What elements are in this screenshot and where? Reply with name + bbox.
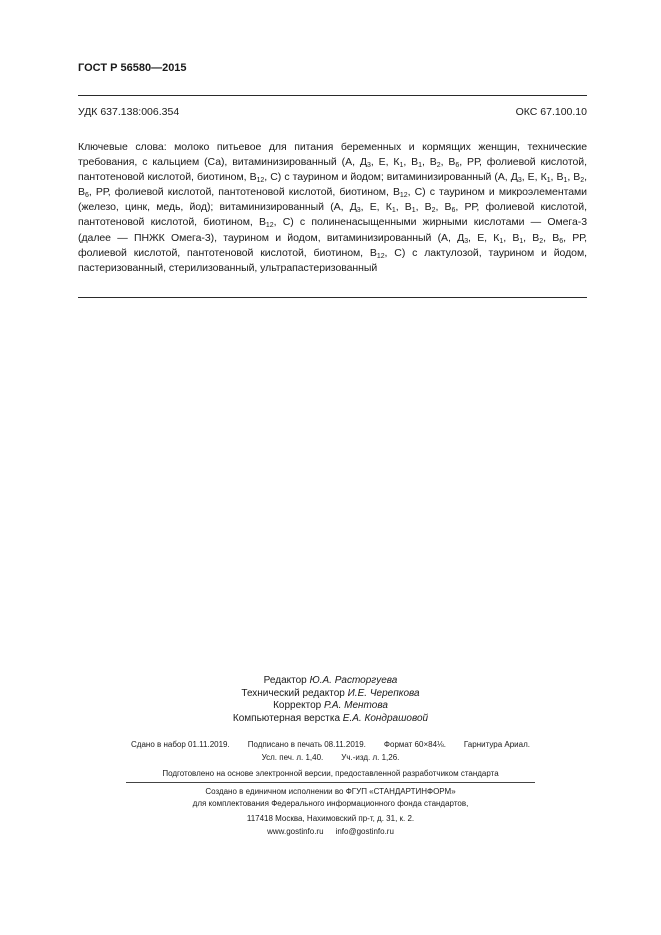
prepared-note: Подготовлено на основе электронной версии, предоставленной разработчиком стандарта <box>162 769 499 778</box>
publisher-address: 117418 Москва, Нахимовский пр-т, д. 31, к. 2. <box>246 814 415 823</box>
keywords-paragraph: Ключевые слова: молоко питьевое для питания беременных и кормящих женщин, технические требования, с кальцием (Са), витаминизированный (А, $Д_3$, Е, $К_1$, $В_1$, $В_2$, $В_6$, РР, фолиевой кислотой, пантотеновой кислотой, биотином, $В_{12}$, С) с таурином и йодом; витаминизированный (А, $Д_3$, Е, $К_1$, $В_1$, $В_2$, $В_6$, РР, фолиевой кислотой, пантотеновой кислотой, биотином, $В_{12}$, С) с таурином и микроэлементами (железо, цинк, медь, йод); витаминизированный (А, $Д_3$, Е, $К_1$, $В_1$, $В_2$, $В_6$, РР, фолиевой кислотой, пантотеновой кислотой, биотином, $В_{12}$, С) с полиненасыщенными жирными кислотами — Омега-3 (далее — ПНЖК Омега-3), таурином и йодом, витаминизированный (А, $Д_3$, Е, $К_1$, $В_1$, $В_2$, $В_6$, РР, фолиевой кислотой, пантотеновой кислотой, биотином, $В_{12}$, С) с лактулозой, таурином и йодом, пастеризованный, стерилизованный, ультрапастеризованный <box>78 141 587 274</box>
corrector-line: Корректор Р.А. Ментова <box>273 700 388 711</box>
email-link[interactable]: info@gostinfo.ru <box>335 827 394 836</box>
sheets-line: Усл. печ. л. 1,40. Уч.-изд. л. 1,26. <box>261 753 400 762</box>
website-link[interactable]: www.gostinfo.ru <box>267 827 324 836</box>
created-line-2: для комплектования Федерального информационного фонда стандартов, <box>192 799 469 808</box>
tech-editor-line: Технический редактор И.Е. Черепкова <box>241 687 420 699</box>
oks-code: ОКС 67.100.10 <box>515 106 587 118</box>
keywords-divider <box>78 297 587 298</box>
credits-block <box>0 675 661 725</box>
created-line-1: Создано в единичном исполнении во ФГУП «СТАНДАРТИНФОРМ» <box>205 787 456 796</box>
editor-line: Редактор Ю.А. Расторгуева <box>263 675 398 686</box>
contacts-line <box>0 827 661 836</box>
layout-line: Компьютерная верстка Е.А. Кондрашовой <box>232 712 429 724</box>
standard-code: ГОСТ Р 56580—2015 <box>78 62 187 74</box>
udk-code: УДК 637.138:006.354 <box>78 106 180 118</box>
top-divider <box>78 95 587 96</box>
publisher-divider <box>126 782 535 783</box>
print-details-line: Сдано в набор 01.11.2019. Подписано в печать 08.11.2019. Формат 60×84⅛. Гарнитура Ариал. <box>131 740 530 749</box>
